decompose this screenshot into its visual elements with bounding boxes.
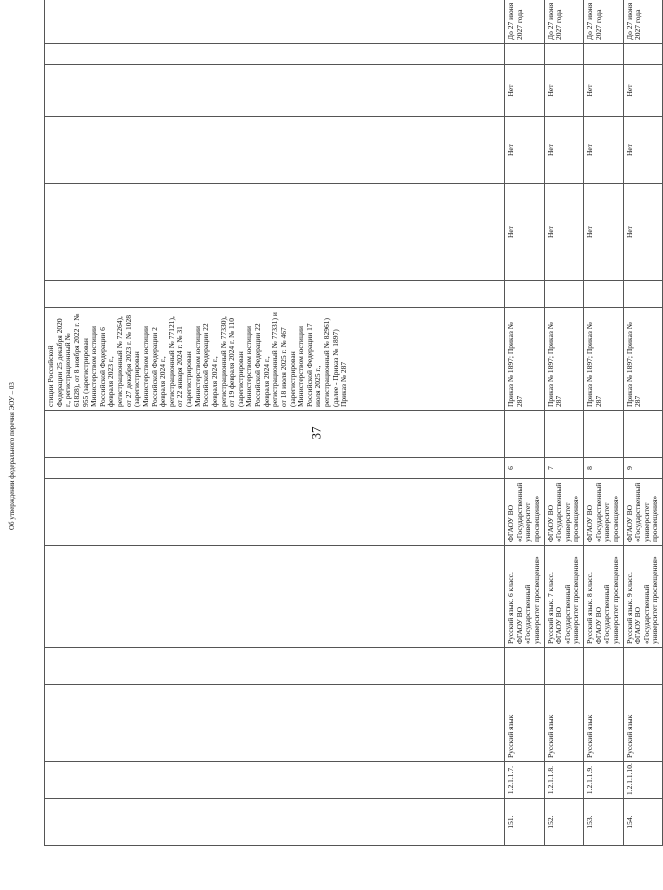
cell-empty bbox=[45, 479, 505, 546]
row-publisher: ФГАОУ ВО «Государственный университет просвещения» bbox=[623, 479, 663, 546]
row-grade: 7 bbox=[544, 458, 584, 479]
row-date: До 27 июня 2027 года bbox=[505, 0, 545, 44]
row-subject: Русский язык bbox=[623, 685, 663, 762]
cell-empty bbox=[544, 648, 584, 685]
row-number: 153. bbox=[584, 799, 624, 846]
row-code: 1.2.1.1.10. bbox=[623, 762, 663, 799]
row-subject: Русский язык bbox=[505, 685, 545, 762]
document-table-wrapper bbox=[44, 2, 660, 846]
cell-empty bbox=[45, 184, 505, 281]
row-order: Приказ № 1897; Приказ № 287 bbox=[544, 308, 584, 411]
row-number: 152. bbox=[544, 799, 584, 846]
cell-empty bbox=[45, 685, 505, 762]
row-no-a: Нет bbox=[623, 184, 663, 281]
page-number: 37 bbox=[308, 426, 324, 440]
row-description: Русский язык. 6 класс. ФГАОУ ВО «Государственный университет просвещения» bbox=[505, 546, 545, 648]
table-row bbox=[505, 0, 545, 846]
row-no-c: Нет bbox=[623, 65, 663, 117]
cell-empty bbox=[505, 44, 545, 65]
row-code: 1.2.1.1.8. bbox=[544, 762, 584, 799]
row-order: Приказ № 1897; Приказ № 287 bbox=[584, 308, 624, 411]
cell-empty bbox=[584, 648, 624, 685]
cell-empty bbox=[623, 44, 663, 65]
row-description: Русский язык. 8 класс. ФГАОУ ВО «Государственный университет просвещения» bbox=[584, 546, 624, 648]
cell-empty bbox=[544, 281, 584, 308]
row-date: До 27 июня 2027 года bbox=[544, 0, 584, 44]
row-no-c: Нет bbox=[505, 65, 545, 117]
row-no-b: Нет bbox=[623, 117, 663, 184]
cell-empty bbox=[45, 458, 505, 479]
continuation-row bbox=[45, 0, 505, 846]
cell-empty bbox=[45, 546, 505, 648]
continuation-text: стиции Российской Федерации 25 декабря 2020 г., регистрационный № 61828), от 8 ноября 2022 г. № 955 (зарегистрирован Министерством юстиции Российской Федерации 6 февраля 2023 г., регистрационный № 72264), от 27 декабря 2023 г. № 1028 (зарегистрирован Министерством юстиции Российской Федерации 2 февраля 2024 г., регистрационный № 77121), от 22 января 2024 г. № 31 (зарегистрирован Министерством юстиции Российской Федерации 22 февраля 2024 г., регистрационный № 77330), от 19 февраля 2024 г. № 110 (зарегистрирован Министерством юстиции Российской Федерации 22 февраля 2024 г., регистрационный № 77331) и от 18 июля 2025 г. № 467 (зарегистрирован Министерством юстиции Российской Федерации 17 июля 2025 г., регистрационный № 82961) (далее - Приказ № 1897) Приказ № 287 bbox=[45, 308, 505, 411]
cell-empty bbox=[45, 281, 505, 308]
row-no-a: Нет bbox=[584, 184, 624, 281]
row-description: Русский язык. 9 класс. ФГАОУ ВО «Государственный университет просвещения» bbox=[623, 546, 663, 648]
row-order: Приказ № 1897; Приказ № 287 bbox=[623, 308, 663, 411]
row-no-b: Нет bbox=[505, 117, 545, 184]
cell-empty bbox=[505, 281, 545, 308]
table-row bbox=[544, 0, 584, 846]
cell-empty bbox=[45, 411, 505, 458]
cell-empty bbox=[45, 648, 505, 685]
cell-empty bbox=[45, 65, 505, 117]
table-row bbox=[623, 0, 663, 846]
cell-empty bbox=[45, 762, 505, 799]
cell-empty bbox=[623, 648, 663, 685]
cell-empty bbox=[584, 44, 624, 65]
cell-empty bbox=[544, 411, 584, 458]
row-publisher: ФГАОУ ВО «Государственный университет просвещения» bbox=[544, 479, 584, 546]
table-row bbox=[584, 0, 624, 846]
cell-empty bbox=[45, 799, 505, 846]
cell-empty bbox=[584, 411, 624, 458]
row-subject: Русский язык bbox=[584, 685, 624, 762]
cell-empty bbox=[544, 44, 584, 65]
row-date: До 27 июня 2027 года bbox=[623, 0, 663, 44]
document-table bbox=[44, 0, 663, 846]
row-publisher: ФГАОУ ВО «Государственный университет просвещения» bbox=[584, 479, 624, 546]
row-no-a: Нет bbox=[544, 184, 584, 281]
cell-empty bbox=[45, 117, 505, 184]
row-order: Приказ № 1897; Приказ № 287 bbox=[505, 308, 545, 411]
row-date: До 27 июня 2027 года bbox=[584, 0, 624, 44]
row-no-c: Нет bbox=[584, 65, 624, 117]
row-code: 1.2.1.1.9. bbox=[584, 762, 624, 799]
cell-empty bbox=[505, 648, 545, 685]
row-number: 154. bbox=[623, 799, 663, 846]
row-no-a: Нет bbox=[505, 184, 545, 281]
page-footer: Об утверждении федерального перечня ЭОУ – 03 bbox=[8, 382, 16, 530]
cell-empty bbox=[45, 44, 505, 65]
cell-empty bbox=[505, 411, 545, 458]
row-no-b: Нет bbox=[584, 117, 624, 184]
cell-empty bbox=[584, 281, 624, 308]
row-code: 1.2.1.1.7. bbox=[505, 762, 545, 799]
row-grade: 6 bbox=[505, 458, 545, 479]
row-grade: 8 bbox=[584, 458, 624, 479]
cell-empty bbox=[45, 0, 505, 44]
row-description: Русский язык. 7 класс. ФГАОУ ВО «Государственный университет просвещения» bbox=[544, 546, 584, 648]
row-grade: 9 bbox=[623, 458, 663, 479]
row-number: 151. bbox=[505, 799, 545, 846]
row-subject: Русский язык bbox=[544, 685, 584, 762]
row-no-c: Нет bbox=[544, 65, 584, 117]
cell-empty bbox=[623, 281, 663, 308]
row-no-b: Нет bbox=[544, 117, 584, 184]
cell-empty bbox=[623, 411, 663, 458]
row-publisher: ФГАОУ ВО «Государственный университет просвещения» bbox=[505, 479, 545, 546]
